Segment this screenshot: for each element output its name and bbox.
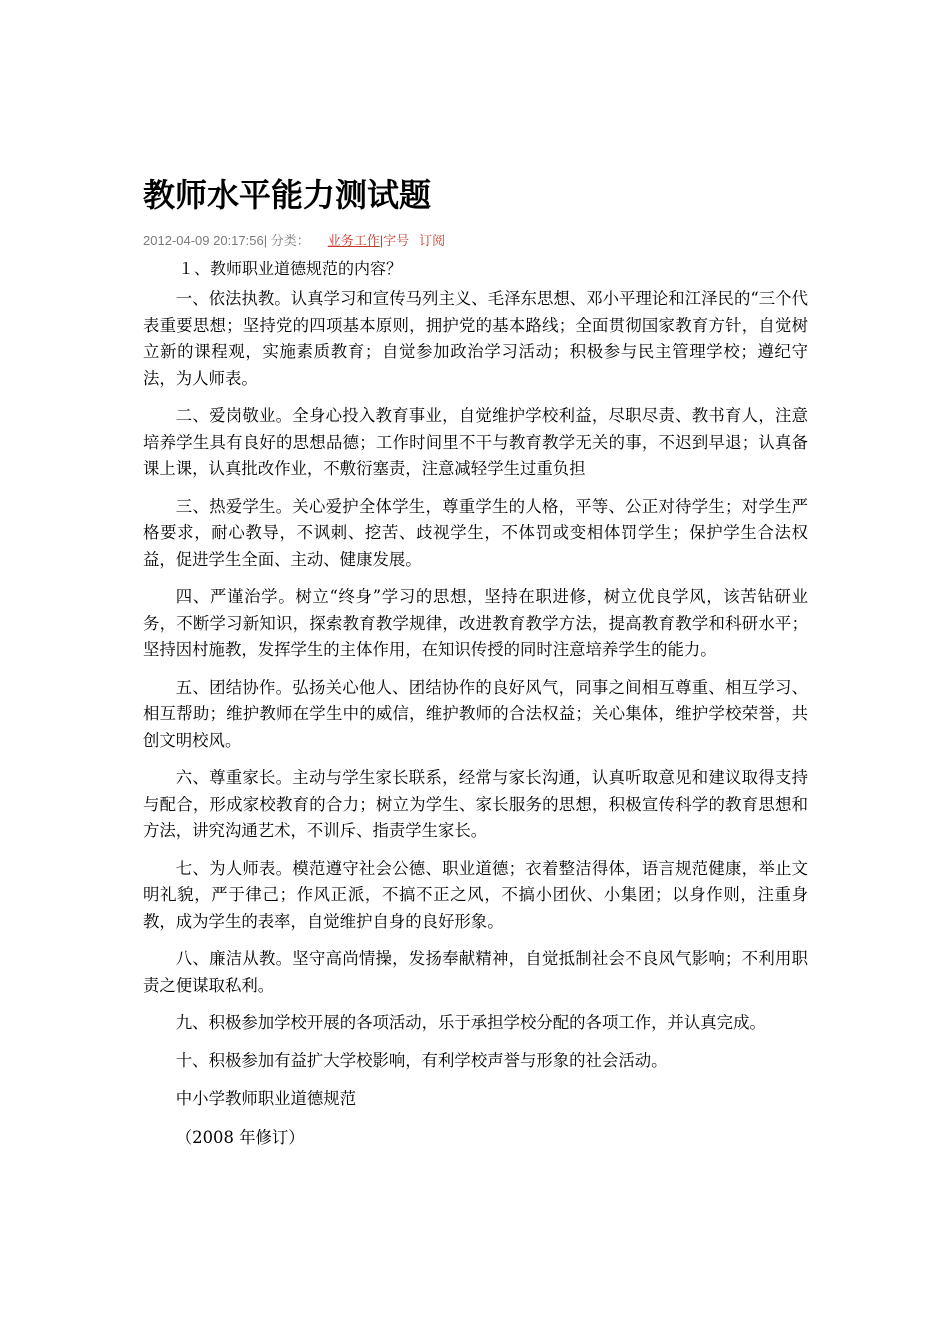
paragraph-1: 一、依法执教。认真学习和宣传马列主义、毛泽东思想、邓小平理论和江泽民的“三个代表重要思想；坚持党的四项基本原则，拥护党的基本路线；全面贯彻国家教育方针，自觉树立新的课程观，实施素质教育；自觉参加政治学习活动；积极参与民主管理学校；遵纪守法，为人师表。 xyxy=(143,289,808,388)
article-body xyxy=(143,286,808,1163)
meta-separator: | xyxy=(379,233,384,248)
category-label: 分类： xyxy=(270,233,310,248)
subscribe-link[interactable]: 订阅 xyxy=(419,233,446,248)
post-datetime: 2012-04-09 20:17:56| xyxy=(143,233,268,248)
paragraph-2: 二、爱岗敬业。全身心投入教育事业，自觉维护学校利益，尽职尽责、教书育人，注意培养学生具有良好的思想品德；工作时间里不干与教育教学无关的事，不迟到早退；认真备课上课，认真批改作业，不敷衍塞责，注意减轻学生过重负担 xyxy=(143,406,808,478)
section-heading: 中小学教师职业道德规范 xyxy=(175,1089,357,1108)
category-link[interactable]: 业务工作 xyxy=(327,233,380,248)
revision-note: （2008 年修订） xyxy=(175,1127,305,1147)
font-size-link[interactable]: 字号 xyxy=(383,233,410,248)
paragraph-3: 三、热爱学生。关心爱护全体学生，尊重学生的人格，平等、公正对待学生；对学生严格要求，耐心教导，不讽刺、挖苦、歧视学生，不体罚或变相体罚学生；保护学生合法权益，促进学生全面、主动、健康发展。 xyxy=(143,496,808,569)
paragraph-9: 九、积极参加学校开展的各项活动，乐于承担学校分配的各项工作，并认真完成。 xyxy=(175,1013,766,1032)
paragraph-8: 八、廉洁从教。坚守高尚情操，发扬奉献精神，自觉抵制社会不良风气影响；不利用职责之便谋取私利。 xyxy=(143,949,808,995)
paragraph-5: 五、团结协作。弘扬关心他人、团结协作的良好风气，同事之间相互尊重、相互学习、相互帮助；维护教师在学生中的威信，维护教师的合法权益；关心集体，维护学校荣誉，共创文明校风。 xyxy=(143,677,808,750)
paragraph-4: 四、严谨治学。树立“终身”学习的思想，坚持在职进修，树立优良学风，该苦钻研业务，不断学习新知识，探索教育教学规律，改进教育教学方法，提高教育教学和科研水平；坚持因村施教，发挥学生的主体作用，在知识传授的同时注意培养学生的能力。 xyxy=(143,587,808,659)
paragraph-10: 十、积极参加有益扩大学校影响，有利学校声誉与形象的社会活动。 xyxy=(175,1050,668,1070)
post-meta xyxy=(143,230,445,249)
question-heading: １、教师职业道德规范的内容？ xyxy=(178,259,403,278)
paragraph-6: 六、尊重家长。主动与学生家长联系，经常与家长沟通，认真听取意见和建议取得支持与配合，形成家校教育的合力；树立为学生、家长服务的思想，积极宣传科学的教育思想和方法，讲究沟通艺术，不训斥、指责学生家长。 xyxy=(143,768,808,840)
page-title: 教师水平能力测试题 xyxy=(143,176,432,214)
paragraph-7: 七、为人师表。模范遵守社会公德、职业道德；衣着整洁得体，语言规范健康，举止文明礼貌，严于律己；作风正派，不搞不正之风，不搞小团伙、小集团；以身作则，注重身教，成为学生的表率，自觉维护自身的良好形象。 xyxy=(143,858,808,931)
